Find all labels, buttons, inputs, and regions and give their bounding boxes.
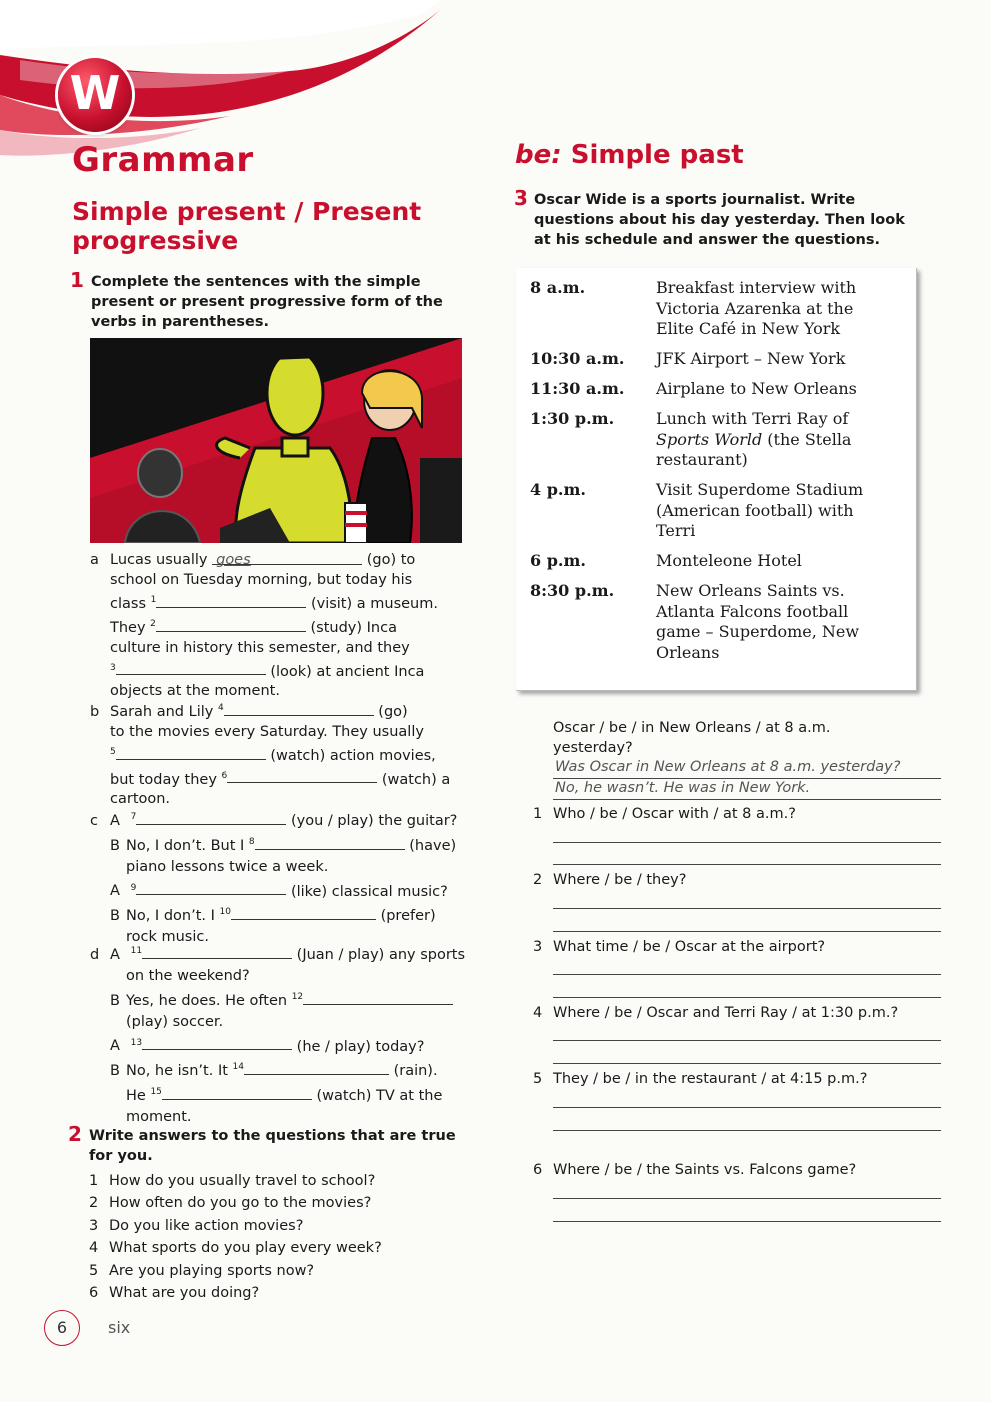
answer-blank-14[interactable] [244,1060,389,1075]
text: class [110,595,146,612]
exercise-1-item-a [90,550,470,701]
question-number: 2 [533,872,543,888]
schedule-time: 1:30 p.m. [530,409,615,428]
text: moment. [126,1109,192,1126]
answer-line[interactable] [553,799,941,800]
speaker-b: B [110,992,120,1009]
sports-world-italic: Sports World [656,429,763,449]
instr-line: present or present progressive form of the [91,294,443,310]
question-number: 1 [533,806,543,822]
text: (play) soccer. [126,1013,224,1030]
text: Yes, he does. He often [126,992,288,1009]
blank-number: 1 [150,595,157,605]
text: No, I don’t. I [126,908,215,925]
blank-number: 11 [130,946,143,956]
event-line: Orleans [656,642,720,662]
text: school on Tuesday morning, but today his [110,572,413,588]
schedule-time: 11:30 a.m. [530,379,625,398]
answer-line[interactable] [553,908,941,909]
exercise-2-number: 2 [68,1122,82,1146]
question-row [533,937,825,957]
exercise-3-example [553,718,943,758]
answer-blank-5[interactable] [116,745,266,760]
schedule-time: 8:30 p.m. [530,581,615,600]
item-number: 6 [89,1285,99,1302]
question-text: They / be / in the restaurant / at 4:15 p.m.? [553,1071,868,1087]
answer-line[interactable] [553,1063,941,1064]
schedule-row [530,379,857,400]
item-label: d [90,946,100,963]
text: (he / play) today? [296,1038,425,1055]
list-item [89,1215,479,1237]
exercise-1-item-c [90,807,480,948]
badge-letter: W [69,66,121,120]
instr-line: questions about his day yesterday. Then look [534,212,905,228]
text: (you / play) the guitar? [290,812,458,829]
event-line: Breakfast interview with [656,278,857,297]
example-answer: No, he wasn’t. He was in New York. [555,780,811,796]
answer-line[interactable] [553,1040,941,1041]
speaker-b: B [110,1063,120,1080]
schedule-row [530,581,859,663]
exercise-1-instructions [91,272,471,332]
item-label: b [90,703,100,720]
list-item [89,1192,479,1214]
page-number: 6 [56,1318,68,1337]
event-line: Sports World (the Stella [656,429,852,449]
schedule-row [530,480,863,542]
text: (like) classical music? [290,883,448,900]
page-title: Grammar [72,140,254,180]
text: (look) at ancient Inca [270,663,425,680]
text: (study) Inca [310,619,397,636]
event-line: game – Superdome, New [656,622,860,641]
section-title-line2: progressive [72,226,239,255]
item-number: 1 [89,1173,99,1189]
item-text: What are you doing? [109,1285,260,1302]
event-line: Terri [656,521,696,540]
answer-blank-8[interactable] [255,835,405,850]
answer-line[interactable] [553,1198,941,1199]
event-line: (American football) with [656,500,854,520]
title-rest: Simple past [570,140,744,170]
answer-blank-13[interactable] [142,1035,292,1050]
answer-blank-10[interactable] [231,905,376,920]
text: (watch) a [381,771,451,788]
section-title-line1: Simple present / Present [72,197,422,226]
blank-number: 5 [110,746,116,757]
schedule-time: 4 p.m. [530,480,586,499]
blank-number: 7 [130,812,137,822]
list-item [89,1260,479,1282]
question-number: 5 [533,1071,543,1087]
question-text: Where / be / they? [553,872,687,888]
schedule-time: 10:30 a.m. [530,349,625,368]
item-label: a [90,552,99,568]
page-number-circle [44,1310,80,1346]
item-text: How do you usually travel to school? [109,1173,376,1189]
example-question: Was Oscar in New Orleans at 8 a.m. yesterday? [555,759,901,775]
instr-line: Complete the sentences with the simple [91,274,421,290]
text: (have) [409,837,457,854]
section-title-simple-past [515,140,744,170]
question-number: 6 [533,1162,543,1178]
item-number: 4 [89,1240,99,1257]
item-number: 5 [89,1262,99,1279]
blank-number: 3 [110,662,116,673]
item-text: Are you playing sports now? [109,1262,315,1279]
question-row [533,804,796,824]
answer-blank-6[interactable] [227,768,377,783]
question-row [533,870,686,890]
item-number: 2 [89,1195,99,1212]
title-italic: be: [515,140,562,170]
text: culture in history this semester, and they [110,639,410,656]
blank-number: 2 [150,618,156,629]
text: He [126,1088,146,1105]
speaker-a: A [110,812,120,829]
text: No, he isn’t. It [126,1063,228,1080]
answer-blank-15[interactable] [162,1085,312,1100]
list-item [89,1170,479,1192]
question-text: Where / be / the Saints vs. Falcons game? [553,1162,857,1178]
instr-line: Write answers to the questions that are true [89,1128,456,1144]
text: Sarah and Lily [110,703,214,720]
blank-number: 8 [248,836,255,847]
exercise-1-item-d [90,941,485,1128]
schedule-event [656,581,859,663]
event-line: Victoria Azarenka at the [656,298,854,318]
schedule-row [530,278,856,340]
speaker-b: B [110,837,120,854]
blank-number: 4 [217,703,224,713]
blank-number: 9 [130,882,137,893]
text: They [110,619,146,636]
instr-line: for you. [89,1148,153,1164]
question-row [533,1160,856,1180]
text: (watch) action movies, [270,747,436,764]
example-answer: goes [216,552,251,568]
text: (go) to [366,552,416,568]
answer-blank-12[interactable] [303,990,453,1005]
blank-number: 12 [291,991,304,1002]
speaker-a: A [110,946,120,963]
answer-blank-7[interactable] [136,810,286,825]
schedule-row [530,349,845,370]
blank-number: 14 [232,1062,244,1073]
answer-line[interactable] [553,997,941,998]
event-line: Visit Superdome Stadium [656,480,864,499]
answer-line[interactable] [553,931,941,932]
event-line: restaurant) [656,450,748,469]
event-line: Monteleone Hotel [656,551,802,570]
text: (Juan / play) any sports [296,946,466,963]
event-line: New Orleans Saints vs. [656,581,845,600]
event-line: Airplane to New Orleans [656,379,857,398]
example-prompt: yesterday? [553,740,633,756]
text: piano lessons twice a week. [126,858,329,875]
item-label: c [90,812,98,829]
answer-line[interactable] [553,1221,941,1222]
question-number: 4 [533,1005,543,1021]
question-text: What time / be / Oscar at the airport? [553,939,826,955]
event-line: Atlanta Falcons football [656,601,849,621]
event-line: JFK Airport – New York [656,349,846,368]
text: cartoon. [110,791,171,808]
text: (prefer) [380,908,436,925]
section-title-simple-present [72,197,421,255]
speaker-a: A [110,883,120,900]
item-number: 3 [89,1217,99,1234]
text: rock music. [126,929,209,946]
speaker-a: A [110,1038,120,1055]
text: objects at the moment. [110,683,280,700]
exercise-3-number: 3 [514,186,528,210]
item-text: Do you like action movies? [109,1217,304,1234]
answer-blank-9[interactable] [136,880,286,895]
answer-blank-1[interactable] [156,593,306,608]
schedule-event [656,480,863,542]
event-line: Lunch with Terri Ray of [656,409,849,428]
question-row [533,1069,867,1089]
schedule-row [530,551,802,572]
instr-line: Oscar Wide is a sports journalist. Write [534,192,856,208]
text: (rain). [393,1063,438,1080]
text: No, I don’t. But I [126,837,245,854]
blank-number: 6 [221,770,228,781]
schedule-event [656,278,856,340]
question-number: 3 [533,939,543,955]
schedule-time: 6 p.m. [530,551,586,570]
answer-line[interactable] [553,778,941,779]
speaker-b: B [110,908,120,925]
instr-line: verbs in parentheses. [91,314,270,330]
question-row [533,1003,898,1023]
answer-line[interactable] [553,1130,941,1131]
instr-line: at his schedule and answer the questions. [534,232,881,248]
answer-blank-example[interactable] [212,550,362,568]
answer-blank-4[interactable] [224,701,374,716]
question-text: Who / be / Oscar with / at 8 a.m.? [553,806,796,822]
answer-line[interactable] [553,1107,941,1108]
answer-blank-11[interactable] [142,944,292,959]
blank-number: 10 [219,907,231,918]
question-text: Where / be / Oscar and Terri Ray / at 1:30 p.m.? [553,1005,899,1021]
exercise-3-instructions [534,190,934,250]
item-text: How often do you go to the movies? [109,1195,372,1212]
text: (watch) TV at the [316,1088,443,1105]
list-item [89,1282,479,1304]
answer-blank-2[interactable] [156,617,306,632]
text: but today they [110,771,217,788]
blank-number: 13 [130,1037,143,1048]
schedule-time: 8 a.m. [530,278,586,297]
text: to the movies every Saturday. They usually [110,723,424,740]
unit-badge [58,58,132,132]
exercise-2-list [89,1170,479,1304]
answer-blank-3[interactable] [116,660,266,675]
text: on the weekend? [126,967,250,984]
answer-line[interactable] [553,842,941,843]
exercise-2-instructions [89,1126,479,1166]
answer-line[interactable] [553,974,941,975]
page-word: six [108,1318,131,1337]
schedule-row [530,409,851,471]
text: (go) [378,703,408,720]
event-line: Elite Café in New York [656,319,841,338]
list-item [89,1237,479,1259]
example-prompt: Oscar / be / in New Orleans / at 8 a.m. [553,720,831,736]
answer-line[interactable] [553,864,941,865]
text: (visit) a museum. [310,595,438,612]
classroom-illustration [90,338,462,543]
blank-number: 15 [150,1087,162,1098]
exercise-1-number: 1 [70,268,84,292]
text: Lucas usually [110,552,208,568]
schedule-event [656,409,851,471]
item-text: What sports do you play every week? [109,1240,382,1257]
exercise-1-item-b [90,698,470,809]
